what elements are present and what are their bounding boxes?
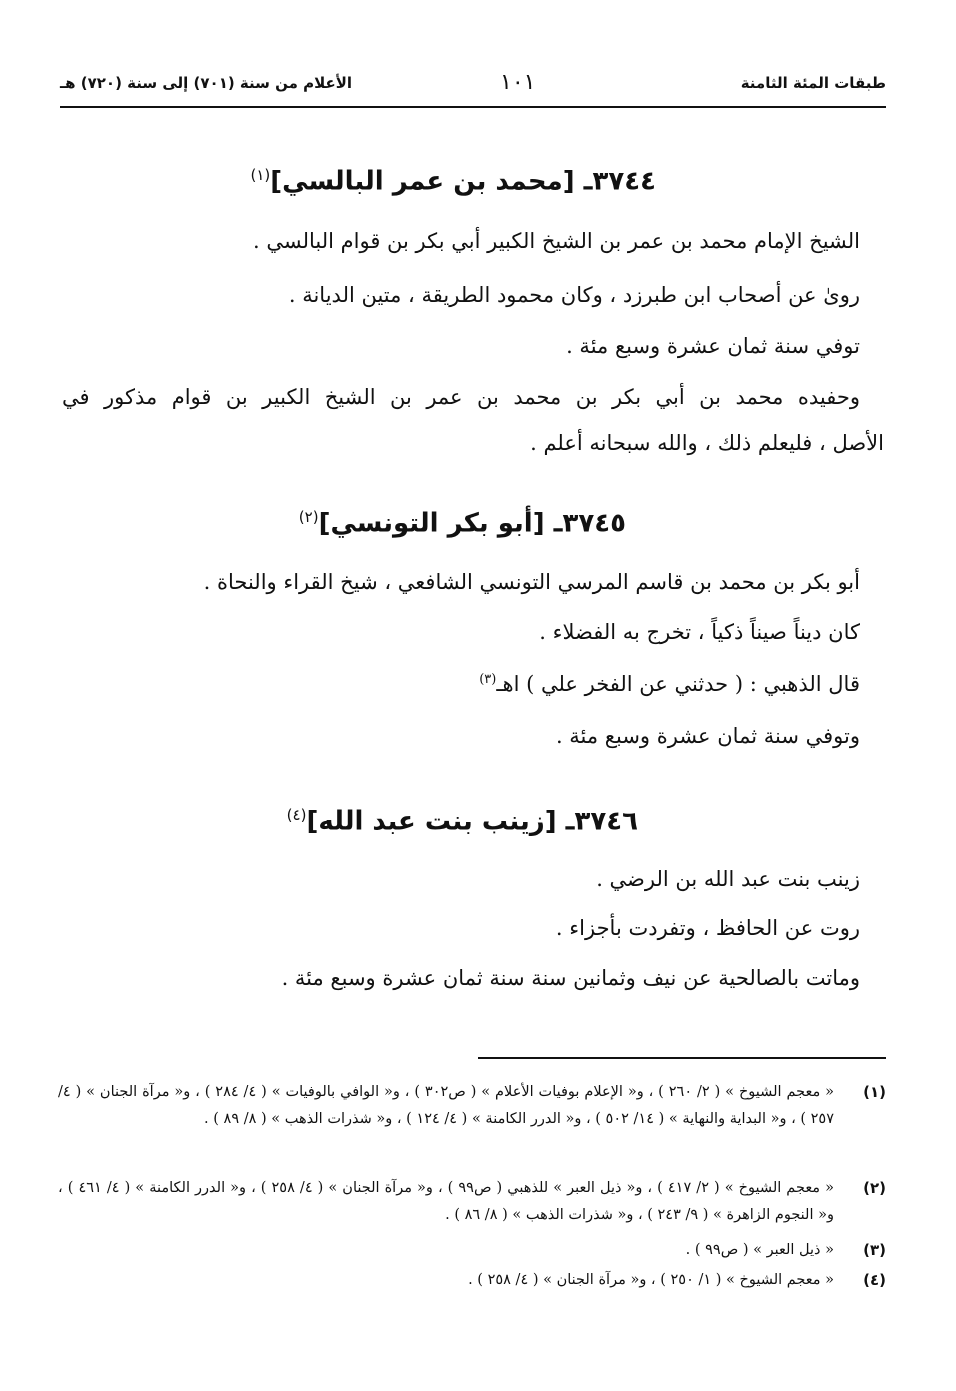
running-header-book-title: الأعلام من سنة (٧٠١) إلى سنة (٧٢٠) هـ bbox=[60, 74, 353, 92]
running-header-section-title: طبقات المئة الثامنة bbox=[740, 74, 886, 92]
footnote-ref[interactable]: (٤) bbox=[286, 806, 307, 824]
entry-heading-3745 bbox=[299, 508, 626, 539]
entry-heading-text: ٣٧٤٤ـ [محمد بن عمر البالسي] bbox=[270, 166, 656, 197]
running-header bbox=[60, 70, 886, 108]
entry-heading-3744 bbox=[250, 166, 656, 197]
footnote-text: « معجم الشيوخ » ( ٢/ ٢٦٠ ) ، و« الإعلام بوفيات الأعلام » ( ص٣٠٢ ) ، و« الوافي بالوفيات » ( ٤/ ٢٨٤ ) ، و« مرآة الجنان » ( ٤/ ٢٥٧ ) ، و« البداية والنهاية » ( ١٤/ ٥٠٢ ) ، و« الدرر الكامنة » ( ٤/ ١٢٤ ) ، و« شذرات الذهب » ( ٨/ ٨٩ ) . bbox=[58, 1084, 835, 1127]
entry-text-line: وحفيده محمد بن أبي بكر بن محمد بن عمر بن الشيخ الكبير بن قوام مذكور في bbox=[62, 385, 860, 409]
footnote-1 bbox=[58, 1079, 886, 1133]
entry-text-line: رویٰ عن أصحاب ابن طبرزد ، وكان محمود الطريقة ، متين الديانة . bbox=[288, 283, 860, 307]
entry-text-line: توفي سنة ثمان عشرة وسبع مئة . bbox=[566, 334, 860, 358]
footnote-text: « ذيل العبر » ( ص٩٩ ) . bbox=[685, 1242, 834, 1258]
entry-text-line: وماتت بالصالحية عن نيف وثمانين سنة سنة ثمان عشرة وسبع مئة . bbox=[281, 966, 860, 990]
footnote-number: (٣) bbox=[863, 1241, 886, 1259]
entry-text-line: روت عن الحافظ ، وتفردت بأجزاء . bbox=[555, 916, 860, 940]
entry-text-line: زينب بنت عبد الله بن الرضي . bbox=[596, 867, 860, 891]
footnote-number: (٤) bbox=[863, 1271, 886, 1289]
footnote-3 bbox=[58, 1237, 886, 1264]
footnote-number: (١) bbox=[863, 1083, 886, 1101]
entry-heading-text: ٣٧٤٥ـ [أبو بكر التونسي] bbox=[318, 508, 626, 539]
entry-text-line: الأصل ، فليعلم ذلك ، والله سبحانه أعلم . bbox=[530, 431, 884, 455]
entry-text-line: الشيخ الإمام محمد بن عمر بن الشيخ الكبير أبي بكر بن قوام البالسي . bbox=[253, 229, 860, 253]
entry-text-line: وتوفي سنة ثمان عشرة وسبع مئة . bbox=[555, 724, 860, 748]
entry-text-line: كان ديناً صيناً ذكياً ، تخرج به الفضلاء . bbox=[539, 620, 860, 644]
footnote-ref[interactable]: (٢) bbox=[298, 508, 319, 526]
page-number: ١٠١ bbox=[500, 70, 536, 95]
footnote-ref[interactable]: (٣) bbox=[479, 672, 497, 687]
footnote-2 bbox=[58, 1175, 886, 1229]
footnote-text: « معجم الشيوخ » ( ٢/ ٤١٧ ) ، و« ذيل العبر » للذهبي ( ص٩٩ ) ، و« مرآة الجنان » ( ٤/ ٢٥٨ ) ، و« الدرر الكامنة » ( ٤/ ٤٦١ ) ، و« النجوم الزاهرة » ( ٩/ ٢٤٣ ) ، و« شذرات الذهب » ( ٨/ ٨٦ ) . bbox=[58, 1180, 834, 1223]
footnote-4 bbox=[58, 1267, 886, 1294]
entry-heading-3746 bbox=[287, 806, 638, 837]
entry-heading-text: ٣٧٤٦ـ [زينب بنت عبد الله] bbox=[306, 806, 638, 837]
entry-text-quote: قال الذهبي : ( حدثني عن الفخر علي ) اهـ bbox=[496, 672, 860, 696]
entry-text-line: أبو بكر بن محمد بن قاسم المرسي التونسي الشافعي ، شيخ القراء والنحاة . bbox=[203, 570, 860, 594]
footnote-ref[interactable]: (١) bbox=[250, 166, 271, 184]
entry-text-line bbox=[479, 672, 860, 696]
footnote-number: (٢) bbox=[863, 1179, 886, 1197]
footnote-text: « معجم الشيوخ » ( ١/ ٢٥٠ ) ، و« مرآة الجنان » ( ٤/ ٢٥٨ ) . bbox=[468, 1272, 834, 1288]
footnote-separator bbox=[478, 1057, 886, 1059]
